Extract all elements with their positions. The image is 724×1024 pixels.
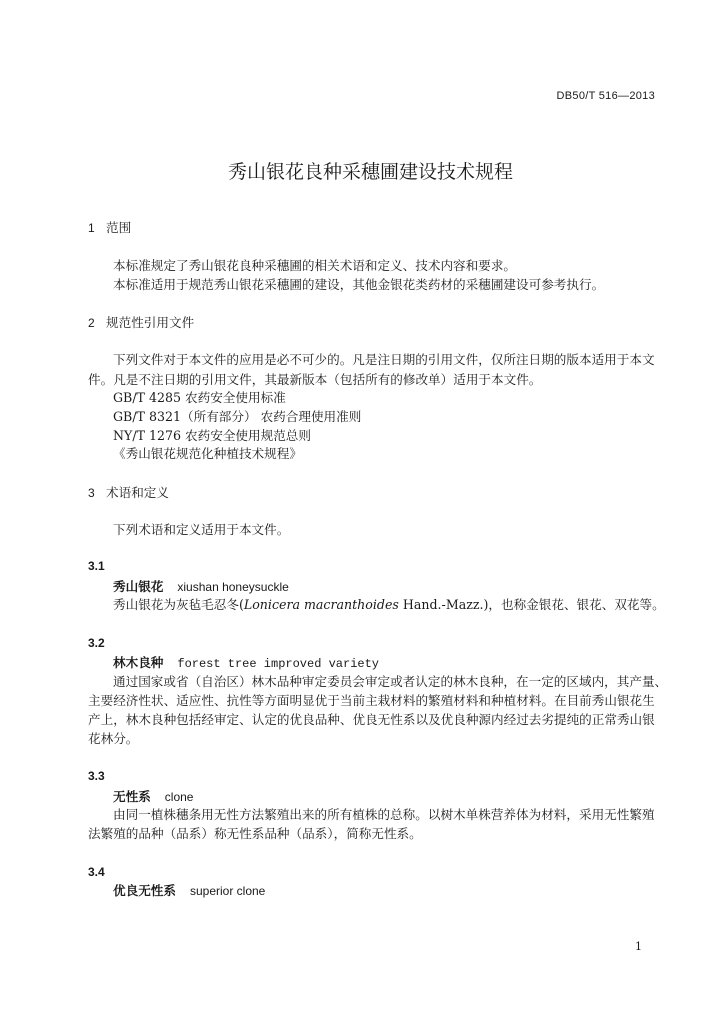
term-name-en: forest tree improved variety bbox=[177, 657, 380, 671]
term-name-en: clone bbox=[164, 790, 194, 804]
term-number: 3.4 bbox=[88, 865, 105, 879]
reference-item: 《秀山银花规范化种植技术规程》 bbox=[113, 446, 302, 461]
term-name-zh: 林木良种 bbox=[113, 655, 164, 670]
term-number: 3.1 bbox=[88, 559, 105, 573]
term-name-en: xiushan honeysuckle bbox=[177, 580, 289, 594]
definition-line: 通过国家或省（自治区）林木品种审定委员会审定或者认定的林木良种，在一定的区域内，其产量、 bbox=[113, 674, 668, 689]
term-name-zh: 优良无性系 bbox=[113, 883, 176, 898]
paragraph-line: 本标准规定了秀山银花良种采穗圃的相关术语和定义、技术内容和要求。 bbox=[113, 258, 516, 273]
reference-item: GB/T 8321（所有部分） 农药合理使用准则 bbox=[113, 409, 362, 424]
term-name bbox=[113, 883, 265, 899]
section-number: 1 bbox=[88, 221, 95, 235]
term-definition bbox=[113, 597, 665, 613]
page-number: 1 bbox=[635, 940, 642, 953]
definition-line: 主要经济性状、适应性、抗性等方面明显优于当前主栽材料的繁殖材料和种植材料。在目前秀山银花生 bbox=[88, 693, 655, 708]
section-number: 2 bbox=[88, 316, 95, 330]
definition-line: 法繁殖的品种（品系）称无性系品种（品系），简称无性系。 bbox=[88, 826, 422, 841]
definition-line: 由同一植株穗条用无性方法繁殖出来的所有植株的总称。以树木单株营养体为材料，采用无性繁殖 bbox=[113, 807, 655, 822]
scientific-name: Lonicera macranthoides bbox=[243, 597, 399, 612]
definition-text: 秀山银花为灰毡毛忍冬( bbox=[113, 597, 244, 612]
term-number: 3.3 bbox=[88, 769, 105, 783]
definition-line: 花林分。 bbox=[88, 731, 139, 746]
term-name-zh: 无性系 bbox=[113, 789, 151, 804]
section-number: 3 bbox=[88, 486, 95, 500]
term-number: 3.2 bbox=[88, 636, 105, 650]
term-name bbox=[113, 655, 379, 672]
page-title: 秀山银花良种采穗圃建设技术规程 bbox=[228, 161, 514, 183]
reference-item: NY/T 1276 农药安全使用规范总则 bbox=[113, 428, 311, 443]
definition-text: Hand.-Mazz.)，也称金银花、银花、双花等。 bbox=[398, 597, 665, 612]
term-name bbox=[113, 579, 289, 595]
paragraph-line: 本标准适用于规范秀山银花采穗圃的建设，其他金银花类药材的采穗圃建设可参考执行。 bbox=[113, 277, 605, 292]
paragraph-line: 件。凡是不注日期的引用文件，其最新版本（包括所有的修改单）适用于本文件。 bbox=[88, 372, 542, 387]
section-heading: 范围 bbox=[106, 220, 132, 235]
term-name-zh: 秀山银花 bbox=[113, 579, 164, 594]
term-name bbox=[113, 789, 193, 805]
paragraph-line: 下列文件对于本文件的应用是必不可少的。凡是注日期的引用文件，仅所注日期的版本适用于本文 bbox=[113, 352, 655, 367]
section-heading: 术语和定义 bbox=[106, 485, 169, 500]
paragraph-line: 下列术语和定义适用于本文件。 bbox=[113, 522, 290, 537]
document-number: DB50/T 516—2013 bbox=[556, 90, 655, 102]
term-name-en: superior clone bbox=[189, 884, 266, 898]
definition-line: 产上，林木良种包括经审定、认定的优良品种、优良无性系以及优良种源内经过去劣提纯的正常秀山银 bbox=[88, 712, 655, 727]
reference-item: GB/T 4285 农药安全使用标准 bbox=[113, 390, 286, 405]
section-heading: 规范性引用文件 bbox=[106, 315, 195, 330]
